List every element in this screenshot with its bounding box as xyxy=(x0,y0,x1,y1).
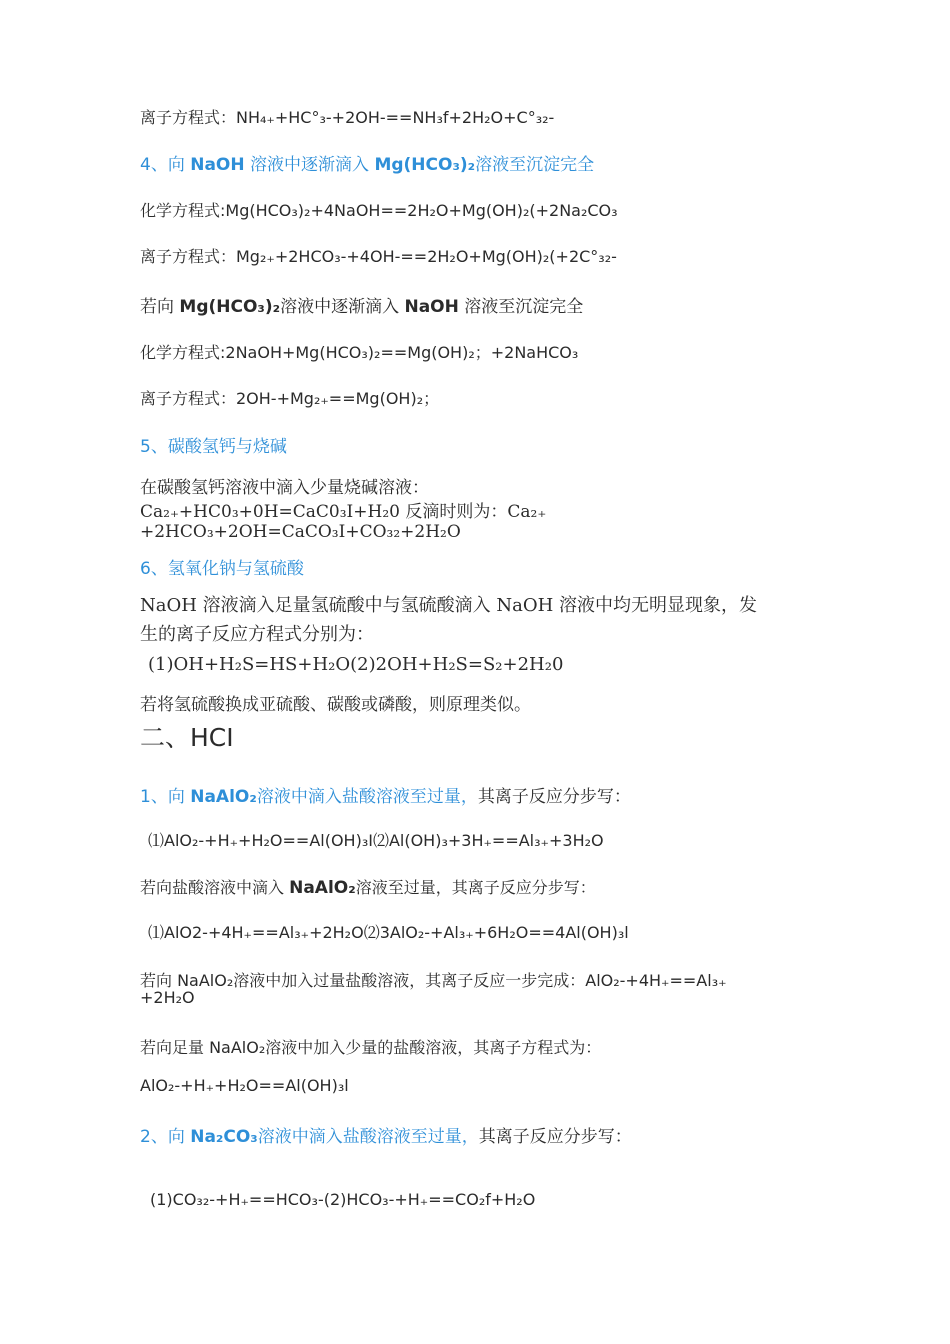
ionic-equation-mg-1: 离子方程式：Mg₂₊+2HCO₃-+4OH-==2H₂O+Mg(OH)₂(+2C°₃₂- xyxy=(140,247,617,266)
ionic-equation-mg-2: 离子方程式：2OH-+Mg₂₊==Mg(OH)₂； xyxy=(140,389,440,408)
paragraph-line: +2HCO₃+2OH=CaCO₃I+CO₃₂+2H₂O xyxy=(140,522,461,542)
heading-text: 1、向 xyxy=(140,787,191,807)
paragraph-line: 在碳酸氢钙溶液中滴入少量烧碱溶液： xyxy=(140,478,429,498)
heading-text: 4、向 xyxy=(140,155,191,175)
heading-text: 溶液至沉淀完全 xyxy=(458,297,584,317)
equation-line: ⑴AlO2-+4H₊==Al₃₊+2H₂O⑵3AlO₂-+Al₃₊+6H₂O==4Al(OH)₃l xyxy=(148,923,629,942)
reverse-addition-heading xyxy=(140,292,583,317)
reverse-addition-heading xyxy=(140,875,596,898)
equation-line: (1)OH+H₂S=HS+H₂O(2)2OH+H₂S=S₂+2H₂0 xyxy=(148,654,564,675)
equation-line: AlO₂-+H₊+H₂O==Al(OH)₃l xyxy=(140,1076,349,1095)
heading-formula: Na₂CO₃ xyxy=(190,1127,258,1147)
heading-formula: NaAlO₂ xyxy=(190,787,257,807)
heading-formula: NaOH xyxy=(190,155,245,175)
paragraph-line: 生的离子反应方程式分别为： xyxy=(140,624,374,645)
paragraph-line: Ca₂₊+HC0₃+0H=CaC0₃I+H₂0 反滴时则为：Ca₂₊ xyxy=(140,502,547,522)
heading-formula: NaOH xyxy=(404,297,459,317)
heading-text: 2、向 xyxy=(140,1127,191,1147)
heading-formula: NaAlO₂ xyxy=(289,878,356,898)
equation-line: ⑴AlO₂-+H₊+H₂O==Al(OH)₃I⑵Al(OH)₃+3H₊==Al₃₊+3H₂O xyxy=(148,831,604,850)
section-heading-hcl-2 xyxy=(140,1122,632,1147)
paragraph-line: 若向足量 NaAlO₂溶液中加入少量的盐酸溶液，其离子方程式为： xyxy=(140,1038,602,1057)
heading-text: 若向盐酸溶液中滴入 xyxy=(140,878,290,897)
heading-formula: Mg(HCO₃)₂ xyxy=(374,155,476,175)
heading-formula: Mg(HCO₃)₂ xyxy=(179,297,281,317)
heading-text: 其离子反应分步写： xyxy=(478,1127,632,1147)
paragraph-line: +2H₂O xyxy=(140,988,195,1007)
chemical-equation-mg-2: 化学方程式:2NaOH+Mg(HCO₃)₂==Mg(OH)₂；+2NaHCO₃ xyxy=(140,343,579,362)
section-title-hcl: 二、HCI xyxy=(140,723,234,752)
heading-text: 溶液至沉淀完全 xyxy=(475,155,595,175)
heading-text: 溶液中逐渐滴入 xyxy=(280,297,405,317)
equation-line: (1)CO₃₂-+H₊==HCO₃-(2)HCO₃-+H₊==CO₂f+H₂O xyxy=(150,1190,536,1209)
paragraph-line: NaOH 溶液滴入足量氢硫酸中与氢硫酸滴入 NaOH 溶液中均无明显现象，发 xyxy=(140,595,758,616)
chemical-equation-mg-1: 化学方程式:Mg(HCO₃)₂+4NaOH==2H₂O+Mg(OH)₂(+2Na₂CO₃ xyxy=(140,201,618,220)
heading-text: 溶液至过量，其离子反应分步写： xyxy=(355,878,596,897)
heading-text: 若向 xyxy=(140,297,180,317)
section-heading-5: 5、碳酸氢钙与烧碱 xyxy=(140,437,287,457)
heading-text: 其离子反应分步写： xyxy=(477,787,631,807)
section-heading-4 xyxy=(140,150,594,175)
paragraph-line: 若向 NaAlO₂溶液中加入过量盐酸溶液，其离子反应一步完成：AlO₂-+4H₊==Al₃₊ xyxy=(140,971,727,990)
ionic-equation-nh4: 离子方程式：NH₄₊+HC°₃-+2OH-==NH₃f+2H₂O+C°₃₂- xyxy=(140,108,555,127)
section-heading-hcl-1 xyxy=(140,782,631,807)
paragraph-line: 若将氢硫酸换成亚硫酸、碳酸或磷酸，则原理类似。 xyxy=(140,695,531,715)
section-heading-6: 6、氢氧化钠与氢硫酸 xyxy=(140,559,304,579)
heading-text: 溶液中逐渐滴入 xyxy=(244,155,375,175)
heading-text: 溶液中滴入盐酸溶液至过量， xyxy=(256,787,478,807)
heading-text: 溶液中滴入盐酸溶液至过量， xyxy=(257,1127,479,1147)
